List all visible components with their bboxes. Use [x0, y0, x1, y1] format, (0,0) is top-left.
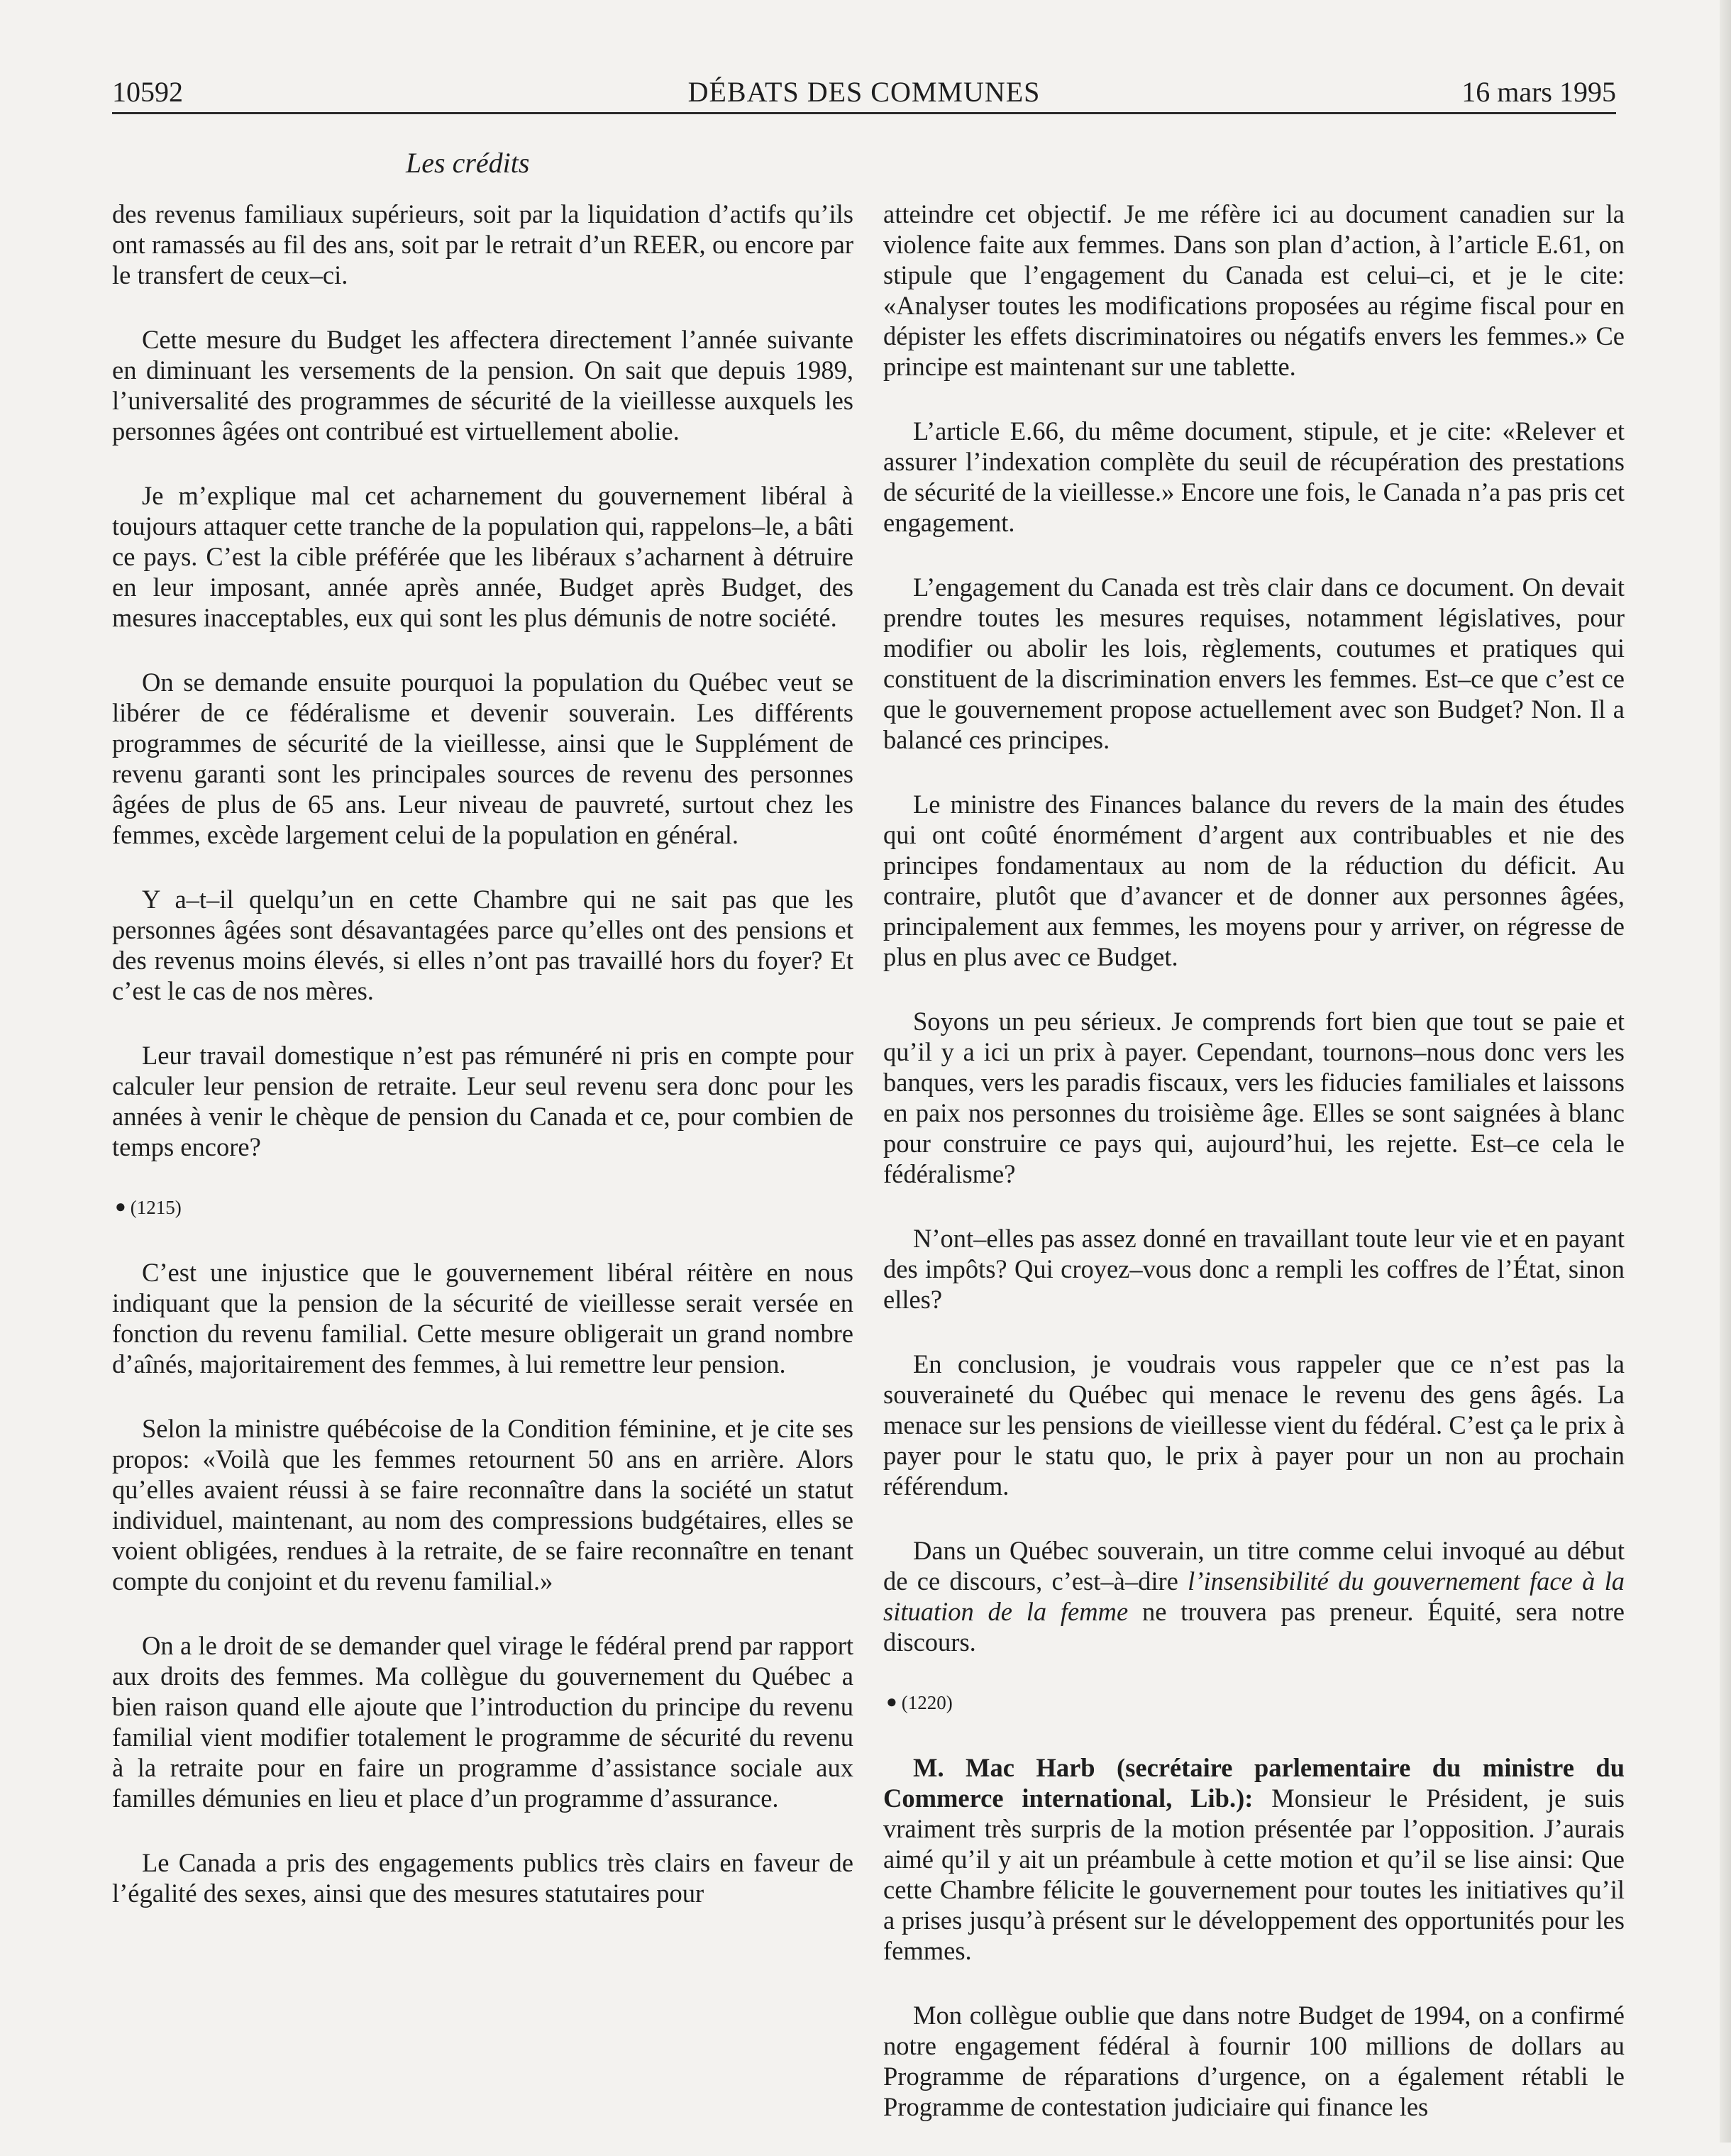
right-column — [883, 199, 1625, 2156]
paragraph: Mon collègue oublie que dans notre Budget de 1994, on a confirmé notre engagement fédéral à fournir 100 millions de dollars au Programme de réparations d’urgence, on a également rétabli le Programme de contestation judiciaire qui finance les — [883, 2001, 1625, 2121]
bullet-icon: ● — [115, 1196, 126, 1217]
paragraph: En conclusion, je voudrais vous rappeler que ce n’est pas la souveraineté du Québec qui menace le revenu des gens âgés. La menace sur les pensions de vieillesse vient du fédéral. C’est ça le prix à payer pour le statu quo, le prix à payer pour un non au prochain référendum. — [883, 1349, 1625, 1500]
paragraph: On se demande ensuite pourquoi la population du Québec veut se libérer de ce fédéralisme et devenir souverain. Les différents programmes de sécurité de la vieillesse, ainsi que le Supplément de revenu garanti sont les principales sources de revenu des personnes âgées de plus de 65 ans. Leur niveau de pauvreté, surtout chez les femmes, excède largement celui de la population en général. — [112, 668, 853, 849]
journal-title: DÉBATS DES COMMUNES — [687, 76, 1041, 108]
paragraph: L’article E.66, du même document, stipule, et je cite: «Relever et assurer l’indexation complète du seuil de récupération des prestations de sécurité de la vieillesse.» Encore une fois, le Canada n’a pas pris cet engagement. — [883, 416, 1625, 537]
paragraph-text: ne trouvera pas preneur. Équité, sera notre discours. — [883, 1597, 1625, 1657]
speaker-name: M. Mac Harb (secrétaire parlementaire du ministre du Commerce international, Lib.): — [883, 1753, 1625, 1813]
page-edge-shadow — [1720, 0, 1731, 2143]
section-title: Les crédits — [406, 147, 530, 179]
paragraph: atteindre cet objectif. Je me réfère ici au document canadien sur la violence faite aux femmes. Dans son plan d’action, à l’article E.61, on stipule que l’engagement du Canada est celui–ci, et je le cite: «Analyser toutes les modifications proposées au régime fiscal pour en dépister les effets discriminatoires ou négatifs envers les femmes.» Ce principe est maintenant sur une tablette. — [883, 199, 1625, 381]
paragraph: On a le droit de se demander quel virage le fédéral prend par rapport aux droits des femmes. Ma collègue du gouvernement du Québec a bien raison quand elle ajoute que l’introduction du principe du revenu familial vient modifier totalement le programme de sécurité du revenu à la retraite pour en faire un programme d’assistance sociale aux familles démunies en lieu et place d’un programme d’assurance. — [112, 1631, 853, 1813]
page-number: 10592 — [112, 76, 183, 108]
left-column — [112, 199, 853, 1942]
paragraph-text: Monsieur le Président, je suis vraiment très surpris de la motion présentée par l’opposition. J’aurais aimé qu’il y ait un préambule à cette motion et qu’il se lise ainsi: Que cette Chambre félicite le gouvernement pour toutes les initiatives qu’il a prises jusqu’à présent sur le développement des opportunités pour les femmes. — [883, 1784, 1625, 1965]
paragraph: N’ont–elles pas assez donné en travaillant toute leur vie et en payant des impôts? Qui croyez–vous donc a rempli les coffres de l’État, sinon elles? — [883, 1224, 1625, 1314]
paragraph — [883, 1535, 1625, 1657]
paragraph: Le Canada a pris des engagements publics très clairs en faveur de l’égalité des sexes, ainsi que des mesures statutaires pour — [112, 1848, 853, 1908]
paragraph — [883, 1752, 1625, 1966]
paragraph: Y a–t–il quelqu’un en cette Chambre qui ne sait pas que les personnes âgées sont désavantagées parce qu’elles ont des pensions et des revenus moins élevés, si elles n’ont pas travaillé hors du foyer? Et c’est le cas de nos mères. — [112, 885, 853, 1005]
paragraph: Cette mesure du Budget les affectera directement l’année suivante en diminuant les versements de la pension. On sait que depuis 1989, l’universalité des programmes de sécurité de la vieillesse auxquels les personnes âgées ont contribué est virtuellement abolie. — [112, 325, 853, 446]
paragraph: C’est une injustice que le gouvernement libéral réitère en nous indiquant que la pension de la sécurité de vieillesse serait versée en fonction du revenu familial. Cette mesure obligerait un grand nombre d’aînés, majoritairement des femmes, à lui remettre leur pension. — [112, 1258, 853, 1378]
paragraph: Le ministre des Finances balance du revers de la main des études qui ont coûté énormément d’argent aux contribuables et nie des principes fondamentaux au nom de la réduction du déficit. Au contraire, plutôt que d’avancer et de donner aux personnes âgées, principalement aux femmes, les moyens pour y arriver, on régresse de plus en plus avec ce Budget. — [883, 790, 1625, 971]
page-date: 16 mars 1995 — [1461, 76, 1616, 108]
paragraph: Je m’explique mal cet acharnement du gouvernement libéral à toujours attaquer cette tranche de la population qui, rappelons–le, a bâti ce pays. C’est la cible préférée que les libéraux s’acharnent à détruire en leur imposant, année après année, Budget après Budget, des mesures inacceptables, eux qui sont les plus démunis de notre société. — [112, 481, 853, 632]
time-marker-label: (1220) — [901, 1692, 953, 1713]
time-marker-label: (1215) — [130, 1197, 182, 1218]
bullet-icon: ● — [886, 1691, 897, 1712]
page-header — [112, 68, 1616, 114]
paragraph: Soyons un peu sérieux. Je comprends fort bien que tout se paie et qu’il y a ici un prix à payer. Cependant, tournons–nous donc vers les banques, vers les paradis fiscaux, vers les fiducies familiales et laissons en paix nos personnes du troisième âge. Elles se sont saignées à blanc pour construire ce pays qui, aujourd’hui, les rejette. Est–ce cela le fédéralisme? — [883, 1007, 1625, 1188]
paragraph: Selon la ministre québécoise de la Condition féminine, et je cite ses propos: «Voilà que les femmes retournent 50 ans en arrière. Alors qu’elles avaient réussi à se faire reconnaître dans la société un statut individuel, maintenant, au nom des compressions budgétaires, elles se voient obligées, rendues à la retraite, de se faire reconnaître en tenant compte du conjoint et du revenu familial.» — [112, 1414, 853, 1596]
paragraph: Leur travail domestique n’est pas rémunéré ni pris en compte pour calculer leur pension de retraite. Leur seul revenu sera donc pour les années à venir le chèque de pension du Canada et ce, pour combien de temps encore? — [112, 1041, 853, 1161]
paragraph: des revenus familiaux supérieurs, soit par la liquidation d’actifs qu’ils ont ramassés au fil des ans, soit par le retrait d’un REER, ou encore par le transfert de ceux–ci. — [112, 199, 853, 289]
paragraph-text: Dans un Québec souverain, un titre comme celui invoqué au début de ce discours, c’est–à–dire — [883, 1536, 1625, 1596]
italic-quote: l’insensibilité du gouvernement face à la situation de la femme — [883, 1566, 1625, 1626]
time-marker — [115, 1196, 853, 1218]
paragraph: L’engagement du Canada est très clair dans ce document. On devait prendre toutes les mesures requises, notamment législatives, pour modifier ou abolir les lois, règlements, coutumes et pratiques qui constituent de la discrimination envers les femmes. Est–ce que c’est ce que le gouvernement propose actuellement avec son Budget? Non. Il a balancé ces principes. — [883, 573, 1625, 754]
time-marker — [886, 1691, 1625, 1713]
